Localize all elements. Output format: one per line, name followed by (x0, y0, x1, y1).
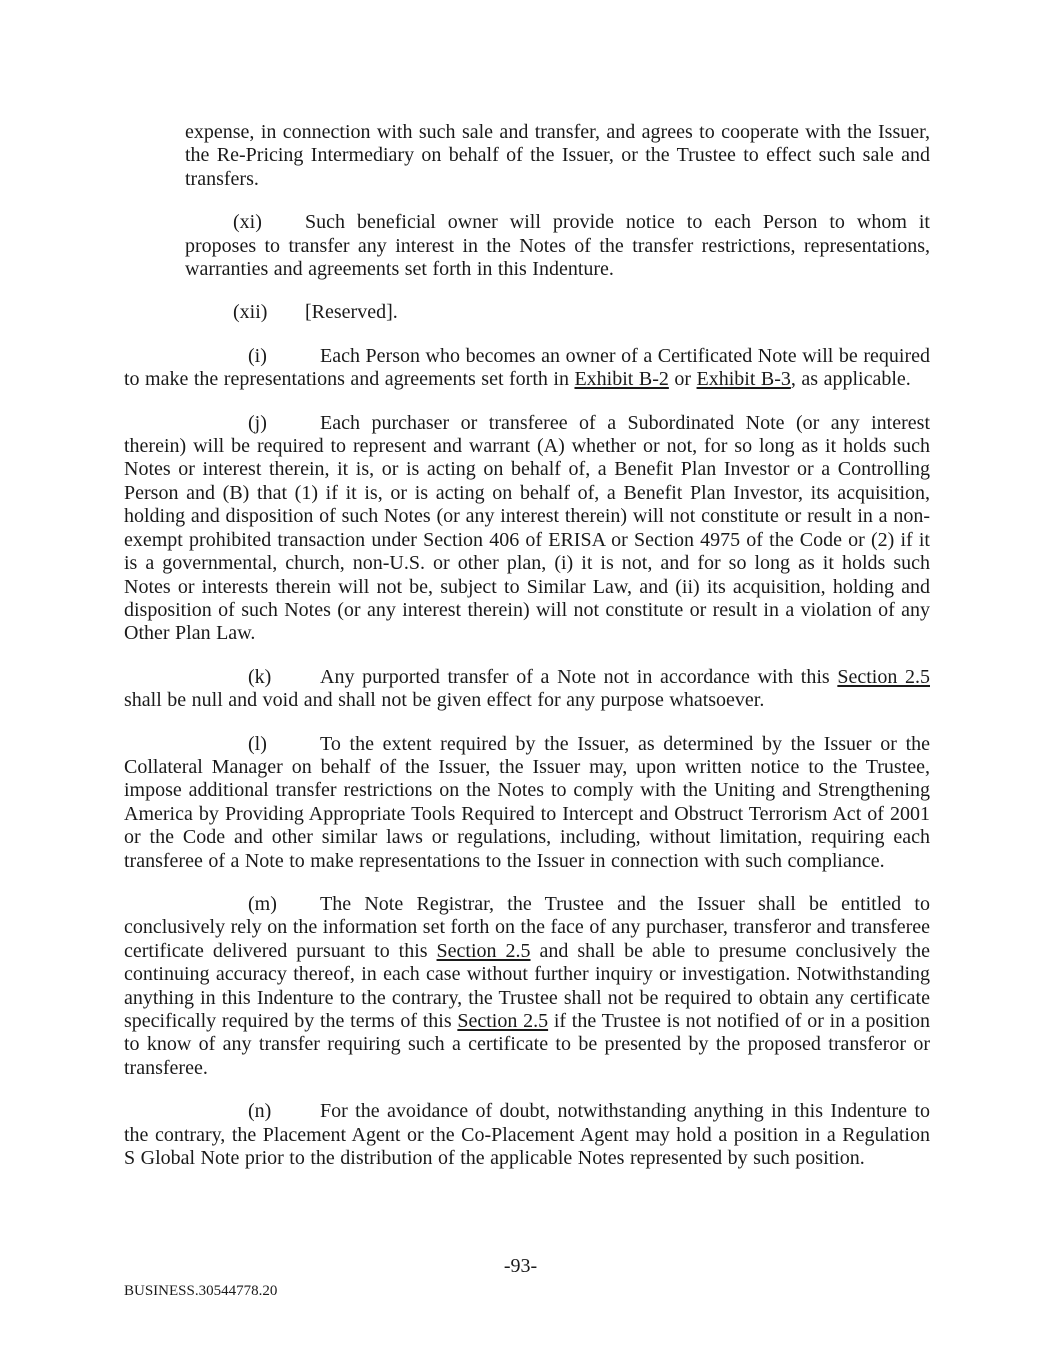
paragraph-label: (j) (248, 411, 267, 434)
text-segment: The Note Registrar, the Trustee and the Issuer shall be entitled to conclusively rely on the information set forth on the face of any purchaser, transferor and transferee certificate delivered pursuant to this (124, 892, 930, 962)
document-id-footer: BUSINESS.30544778.20 (124, 1283, 278, 1299)
text-segment: Any purported transfer of a Note not in accordance with this (320, 665, 838, 688)
paragraph-i (124, 345, 930, 392)
text-segment: and shall be able to presume conclusively the continuing accuracy thereof, in each case without further inquiry or investigation. Notwithstanding anything in this Indenture to the contrary, the Trustee shall not be required to obtain any certificate specifically required by the terms of this (124, 939, 930, 1032)
paragraph-m (124, 893, 930, 1080)
underlined-reference: Section 2.5 (457, 1010, 549, 1032)
paragraph-label: (xii) (233, 301, 268, 324)
paragraph-label: (i) (248, 344, 267, 367)
paragraph-label: (l) (248, 732, 267, 755)
text-segment: expense, in connection with such sale and transfer, and agrees to cooperate with the Issuer, the Re-Pricing Intermediary on behalf of the Issuer, or the Trustee to effect such sale and transfers. (185, 121, 930, 190)
underlined-reference: Exhibit B-3 (696, 368, 791, 391)
underlined-reference: Section 2.5 (837, 665, 930, 688)
page-number: -93- (503, 1255, 538, 1277)
paragraph-label: (xi) (233, 211, 262, 234)
text-segment: To the extent required by the Issuer, as determined by the Issuer or the Collateral Manager on behalf of the Issuer, the Issuer may, upon written notice to the Trustee, impose additional transfer restrictions on the Notes to comply with the Uniting and Strengthening America by Providing Appropriate Tools Required to Intercept and Obstruct Terrorism Act of 2001 or the Code and other similar laws or regulations, including, without limitation, requiring each transferee of a Note to make representations to the Issuer in connection with such compliance. (124, 732, 930, 872)
paragraph-k (124, 666, 930, 713)
text-segment: or (668, 368, 697, 391)
paragraph-label: (n) (248, 1100, 272, 1123)
text-segment: [Reserved]. (305, 301, 398, 324)
text-segment: if the Trustee is not notified of or in a position to know of any transfer requiring such a certificate to be presented by the proposed transferor or transferee. (124, 1010, 931, 1079)
paragraph-label: (m) (248, 892, 277, 915)
underlined-reference: Section 2.5 (436, 939, 531, 962)
paragraph-n (124, 1100, 930, 1170)
paragraph-j (124, 412, 930, 646)
paragraph-continuation (185, 121, 930, 191)
underlined-reference: Exhibit B-2 (574, 368, 669, 391)
text-segment: Each Person who becomes an owner of a Certificated Note will be required to make the representations and agreements set forth in (124, 344, 930, 391)
text-segment: Each purchaser or transferee of a Subordinated Note (or any interest therein) will be required to represent and warrant (A) whether or not, for so long as it holds such Notes or interest therein, it is, or is acting on behalf of, a Benefit Plan Investor or a Controlling Person and (B) that (1) if it is, or is acting on behalf of, a Benefit Plan Investor, its acquisition, holding and disposition of such Notes (or any interest therein) will not constitute or result in a non-exempt prohibited transaction under Section 406 of ERISA or Section 4975 of the Code or (2) if it is a governmental, church, non-U.S. or other plan, (i) it is not, and for so long as it holds such Notes or interests therein will not be, subject to Similar Law, and (ii) its acquisition, holding and disposition of such Notes (or any interest therein) will not constitute or result in a violation of any Other Plan Law. (124, 411, 930, 645)
document-body (124, 121, 930, 1190)
text-segment: Such beneficial owner will provide notice to each Person to whom it proposes to transfer any interest in the Notes of the transfer restrictions, representations, warranties and agreements set forth in this Indenture. (185, 211, 930, 281)
text-segment: , as applicable. (790, 368, 911, 391)
paragraph-label: (k) (248, 665, 272, 688)
paragraph-l (124, 733, 930, 873)
text-segment: For the avoidance of doubt, notwithstanding anything in this Indenture to the contrary, the Placement Agent or the Co-Placement Agent may hold a position in a Regulation S Global Note prior to the distribution of the applicable Notes represented by such position. (124, 1100, 930, 1170)
text-segment: shall be null and void and shall not be given effect for any purpose whatsoever. (124, 689, 765, 712)
paragraph-xi (185, 211, 930, 281)
paragraph-xii (185, 301, 930, 324)
